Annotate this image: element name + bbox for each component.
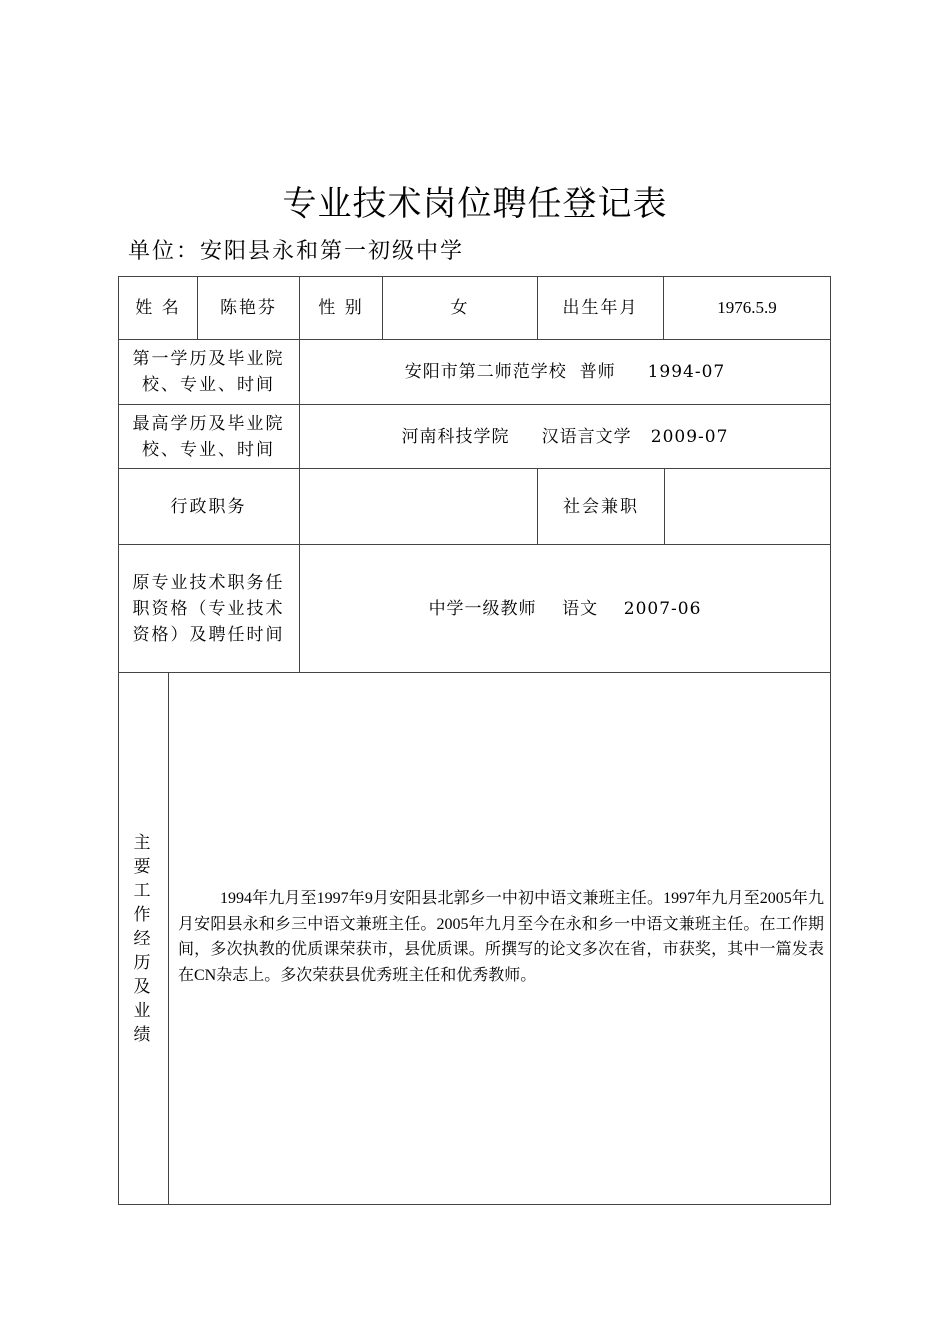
previous-title-label-line2: 职资格（专业技术 — [132, 598, 285, 619]
birth-value: 1976.5.9 — [717, 298, 777, 317]
table-border-bottom — [118, 1204, 831, 1205]
previous-title-label-line1: 原专业技术职务任 — [132, 572, 285, 593]
experience-label-char: 要 — [133, 856, 153, 877]
name-label: 姓 名 — [135, 298, 181, 318]
first-education-label — [118, 340, 299, 404]
previous-title-label — [118, 545, 299, 672]
experience-label — [118, 673, 168, 1204]
unit-label: 单位：安阳县永和第一初级中学 — [128, 239, 465, 264]
name-value: 陈艳芬 — [220, 298, 277, 318]
experience-label-vertical — [134, 831, 153, 1047]
experience-label-char: 作 — [133, 904, 153, 925]
social-post-label: 社会兼职 — [563, 496, 639, 517]
experience-label-char: 业 — [133, 1000, 153, 1021]
col-divider — [168, 672, 169, 1205]
table-border-right — [830, 276, 831, 1205]
page-title: 专业技术岗位聘任登记表 — [282, 184, 668, 224]
highest-education-label — [118, 405, 299, 468]
social-post-value — [665, 469, 830, 544]
row-divider — [118, 672, 831, 673]
admin-post-value — [300, 469, 537, 544]
experience-label-char: 经 — [133, 928, 153, 949]
gender-value: 女 — [450, 298, 470, 318]
experience-label-char: 及 — [133, 976, 153, 997]
experience-label-char: 历 — [133, 952, 153, 973]
previous-title-label-line3: 资格）及聘任时间 — [132, 624, 285, 645]
first-education-label-line2: 校、专业、时间 — [142, 375, 275, 395]
birth-label: 出生年月 — [562, 298, 639, 318]
highest-education-label-line1: 最高学历及毕业院 — [132, 413, 285, 434]
admin-post-label: 行政职务 — [170, 496, 247, 517]
experience-text: 1994年九月至1997年9月安阳县北郭乡一中初中语文兼班主任。1997年九月至2005年九月安阳县永和乡三中语文兼班主任。2005年九月至今在永和乡一中语文兼班主任。在工作期间，多次执教的优质课荣获市，县优质课。所撰写的论文多次在省，市获奖，其中一篇发表在CN杂志上。多次荣获县优秀班主任和优秀教师。 — [178, 890, 824, 984]
previous-title-value: 中学一级教师 语文 2007-06 — [428, 598, 702, 619]
highest-education-value: 河南科技学院 汉语言文学 2009-07 — [401, 426, 729, 447]
experience-label-char: 主 — [133, 832, 153, 853]
experience-label-char: 绩 — [133, 1024, 153, 1045]
gender-label: 性 别 — [318, 298, 364, 318]
first-education-value: 安阳市第二师范学校 普师 1994-07 — [404, 362, 726, 382]
experience-label-char: 工 — [133, 880, 153, 901]
highest-education-label-line2: 校、专业、时间 — [142, 439, 275, 460]
first-education-label-line1: 第一学历及毕业院 — [132, 349, 285, 369]
